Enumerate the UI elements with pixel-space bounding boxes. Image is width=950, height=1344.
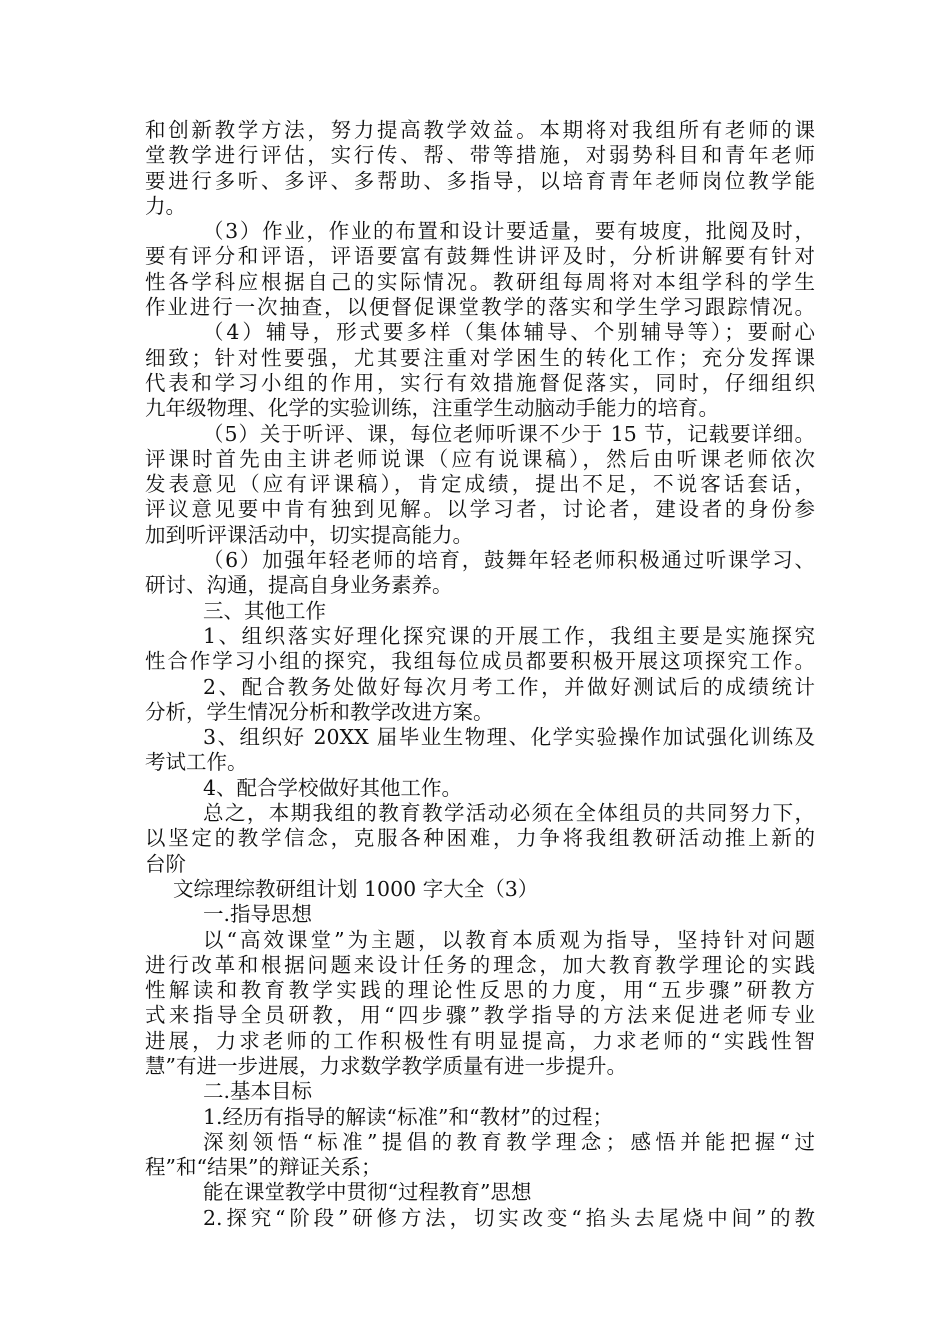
text-line: 4、配合学校做好其他工作。 <box>203 775 463 800</box>
text-line: 堂教学进行评估，实行传、帮、带等措施，对弱势科目和青年老师 <box>145 143 815 168</box>
text-line: 能在课堂教学中贯彻“过程教育”思想 <box>203 1180 532 1205</box>
text-line: 作业进行一次抽查，以便督促课堂教学的落实和学生学习跟踪情况。 <box>145 295 815 320</box>
document-page <box>145 118 815 1231</box>
text-line: 式来指导全员研教，用“四步骤”教学指导的方法来促进老师专业 <box>145 1003 815 1028</box>
text-line: 性各学科应根据自己的实际情况。教研组每周将对本组学科的学生 <box>145 269 815 294</box>
text-line: 性解读和教育教学实践的理论性反思的力度，用“五步骤”研教方 <box>145 978 815 1003</box>
text-line: 1.经历有指导的解读“标准”和“教材”的过程； <box>203 1104 613 1129</box>
text-line: 研讨、沟通，提高自身业务素养。 <box>145 573 453 598</box>
text-line: 2.探究“阶段”研修方法，切实改变“掐头去尾烧中间”的教 <box>203 1205 815 1230</box>
text-line: （6）加强年轻老师的培育，鼓舞年轻老师积极通过听课学习、 <box>203 548 815 573</box>
text-line: 考试工作。 <box>145 750 248 775</box>
text-line: 深刻领悟“标准”提倡的教育教学理念；感悟并能把握“过 <box>203 1129 815 1154</box>
text-line: 加到听评课活动中，切实提高能力。 <box>145 522 473 547</box>
text-line: 评课时首先由主讲老师说课（应有说课稿），然后由听课老师依次 <box>145 446 815 471</box>
text-line: 文综理综教研组计划 1000 字大全（3） <box>173 876 539 901</box>
text-line: 二.基本目标 <box>203 1079 313 1104</box>
text-line: 总之，本期我组的教育教学活动必须在全体组员的共同努力下， <box>203 801 815 826</box>
text-line: 九年级物理、化学的实验训练，注重学生动脑动手能力的培育。 <box>145 396 719 421</box>
text-line: 1、组织落实好理化探究课的开展工作，我组主要是实施探究 <box>203 623 815 648</box>
text-line: 要进行多听、多评、多帮助、多指导，以培育青年老师岗位教学能 <box>145 168 815 193</box>
text-line: 和创新教学方法，努力提高教学效益。本期将对我组所有老师的课 <box>145 118 815 142</box>
text-line: 台阶 <box>145 851 186 876</box>
text-line: 要有评分和评语，评语要富有鼓舞性讲评及时，分析讲解要有针对 <box>145 244 815 269</box>
text-line: 3、组织好 20XX 届毕业生物理、化学实验操作加试强化训练及 <box>203 725 815 750</box>
text-line: （5）关于听评、课，每位老师听课不少于 15 节，记载要详细。 <box>203 421 815 446</box>
text-line: 三、其他工作 <box>203 598 326 623</box>
text-line: 进行改革和根据问题来设计任务的理念，加大教育教学理论的实践 <box>145 952 815 977</box>
text-line: 一.指导思想 <box>203 902 313 927</box>
text-line: 评议意见要中肯有独到见解。以学习者，讨论者，建设者的身份参 <box>145 497 815 522</box>
text-line: 细致；针对性要强，尤其要注重对学困生的转化工作；充分发挥课 <box>145 345 815 370</box>
text-line: 分析，学生情况分析和教学改进方案。 <box>145 699 494 724</box>
text-line: （4）辅导，形式要多样（集体辅导、个别辅导等）；要耐心 <box>203 320 815 345</box>
text-line: 力。 <box>145 193 186 218</box>
text-line: （3）作业，作业的布置和设计要适量，要有坡度，批阅及时， <box>203 219 815 244</box>
text-line: 进展，力求老师的工作积极性有明显提高，力求老师的“实践性智 <box>145 1028 815 1053</box>
text-line: 程”和“结果”的辩证关系； <box>145 1155 382 1180</box>
text-line: 以坚定的教学信念，克服各种困难，力争将我组教研活动推上新的 <box>145 826 815 851</box>
text-line: 发表意见（应有评课稿），肯定成绩，提出不足，不说客话套话， <box>145 472 815 497</box>
text-line: 2、配合教务处做好每次月考工作，并做好测试后的成绩统计 <box>203 674 815 699</box>
text-line: 性合作学习小组的探究，我组每位成员都要积极开展这项探究工作。 <box>145 649 815 674</box>
text-line: 代表和学习小组的作用，实行有效措施督促落实，同时，仔细组织 <box>145 370 815 395</box>
text-line: 慧”有进一步进展，力求数学教学质量有进一步提升。 <box>145 1053 627 1078</box>
text-line: 以“高效课堂”为主题，以教育本质观为指导，坚持针对问题 <box>203 927 815 952</box>
